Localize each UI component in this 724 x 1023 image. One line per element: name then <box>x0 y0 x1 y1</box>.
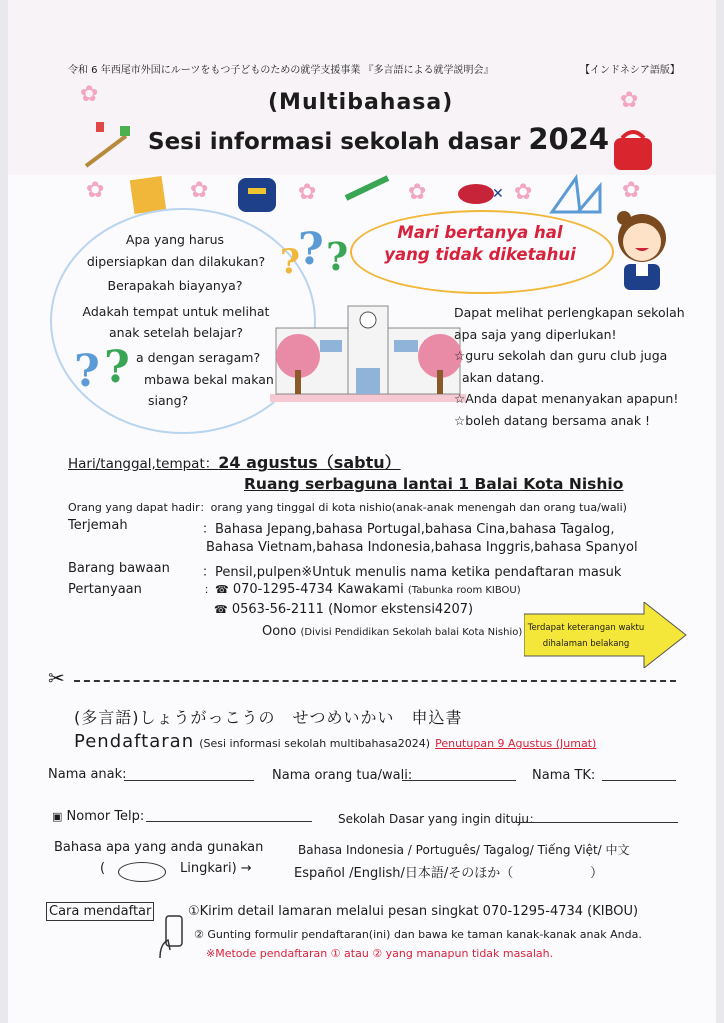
question-3b: anak setelah belajar? <box>109 325 243 340</box>
items-value: ：Pensil,pulpen※Untuk menulis nama ketika pendaftaran masuk <box>202 565 622 580</box>
question-4c: siang? <box>148 393 189 408</box>
speech-line-1: Mari bertanya hal <box>397 223 563 242</box>
blossom-icon: ✿ <box>620 88 639 113</box>
phone-field[interactable] <box>146 821 312 822</box>
benefit-item: Dapat melihat perlengkapan sekolah <box>454 305 685 320</box>
question-1: Apa yang harus <box>125 232 225 247</box>
project-line: 令和 6 年西尾市外国にルーツをもつ子どものための就学支援事業 『多言語による就学説明会』 <box>68 65 494 76</box>
question-2: Berapakah biayanya? <box>107 278 243 293</box>
question-4b: mbawa bekal makan <box>144 372 274 387</box>
language-options-2[interactable]: Español /English/日本語/そのほか（ <box>294 866 514 881</box>
smartphone-hand-icon <box>156 914 190 960</box>
scissors-icon: ✂ <box>48 666 65 690</box>
school-choice-label: Sekolah Dasar yang ingin dituju： <box>338 812 541 826</box>
benefit-item: ☆guru sekolah dan guru club juga <box>454 348 668 363</box>
school-choice-field[interactable] <box>516 822 678 823</box>
paintbrush-icon <box>80 122 140 172</box>
speech-line-2: yang tidak diketahui <box>384 245 576 264</box>
how-note: ※Metode pendaftaran ① atau ② yang manapun tidak masalah. <box>206 947 554 960</box>
phone-2: 0563-56-2111 (Nomor ekstensi4207) <box>231 602 474 617</box>
phone-icon: ：☎ <box>204 583 229 596</box>
attendee-value: orang yang tinggal di kota nishio(anak-anak menengah dan orang tua/wali) <box>210 501 627 514</box>
phone-row-2 <box>214 602 473 617</box>
language-paren-close: ） <box>590 866 604 881</box>
parent-name-field[interactable] <box>402 780 516 781</box>
svg-text:✕: ✕ <box>492 186 504 202</box>
ruler-set-icon <box>548 172 604 216</box>
question-1b: dipersiapkan dan dilakukan? <box>86 254 266 269</box>
contact-2-note: (Divisi Pendidikan Sekolah balai Kota Nishio) <box>300 627 523 638</box>
phone-1: 070-1295-4734 Kawakami <box>232 582 404 597</box>
teacher-avatar <box>608 206 674 290</box>
question-mark-icon: ? <box>326 234 349 279</box>
question-mark-icon: ? <box>298 224 324 275</box>
back-page-note: Terdapat keterangan waktu dihalaman belakang <box>527 623 645 649</box>
child-name-field[interactable] <box>124 780 254 781</box>
form-subtitle: (Sesi informasi sekolah multibahasa2024) <box>199 737 431 750</box>
form-title-row <box>74 731 596 752</box>
phone-icon: ☎ <box>214 603 228 616</box>
title-line2 <box>148 122 609 156</box>
question-4a: a dengan seragam? <box>136 350 261 365</box>
form-title: Pendaftaran <box>74 731 195 752</box>
benefit-item: akan datang. <box>454 369 545 385</box>
phone-1-note: (Tabunka room KIBOU) <box>407 585 521 596</box>
flyer-page <box>8 0 716 1023</box>
question-3a: Adakah tempat untuk melihat <box>82 304 270 319</box>
phone-field-row <box>52 809 144 824</box>
benefit-item: ☆boleh datang bersama anak ! <box>454 412 651 428</box>
question-mark-icon: ? <box>74 346 100 397</box>
contact-2 <box>262 624 522 639</box>
school-building-illustration <box>270 298 466 402</box>
benefits-list <box>454 302 685 431</box>
phone-row-1 <box>204 581 521 597</box>
phone-label: Nomor Telp: <box>66 809 145 824</box>
backpack-icon <box>232 172 282 216</box>
title-line1: (Multibahasa) <box>268 90 454 115</box>
kindergarten-field[interactable] <box>602 780 676 781</box>
blossom-icon: ✿ <box>298 180 317 205</box>
blossom-icon: ✿ <box>408 180 427 205</box>
contact-2-name: Oono <box>262 624 297 639</box>
how-step-1: ①Kirim detail lamaran melalui pesan singkat 070-1295-4734 (KIBOU) <box>188 904 639 919</box>
date-value: 24 agustus（sabtu） <box>218 453 401 472</box>
date-label: Hari/tanggal,tempat： <box>68 456 219 472</box>
attendee-row <box>68 499 627 515</box>
title-year: 2024 <box>528 122 610 156</box>
cut-line <box>74 680 676 682</box>
title-main: Sesi informasi sekolah dasar <box>148 129 521 155</box>
language-paren-open: ( <box>100 861 106 876</box>
attendee-label: Orang yang dapat hadir： <box>68 501 211 514</box>
blossom-icon: ✿ <box>514 180 533 205</box>
translation-value-1: ：Bahasa Jepang,bahasa Portugal,bahasa Cina,bahasa Tagalog, <box>202 522 615 537</box>
blossom-icon: ✿ <box>622 178 641 203</box>
language-options-1: Bahasa Indonesia / Português/ Tagalog/ Tiếng Việt/ 中文 <box>298 843 630 857</box>
child-name-label: Nama anak: <box>48 767 127 782</box>
hat-icon <box>454 178 504 208</box>
question-mark-icon: ? <box>104 342 130 393</box>
parent-name-label: Nama orang tua/wali: <box>272 768 413 783</box>
items-label: Barang bawaan <box>68 561 170 576</box>
form-deadline: Penutupan 9 Agustus (Jumat) <box>435 737 597 750</box>
how-step-2: ② Gunting formulir pendaftaran(ini) dan bawa ke taman kanak-kanak anak Anda. <box>194 928 642 941</box>
blossom-icon: ✿ <box>86 178 105 203</box>
mobile-phone-icon: ▣ <box>52 810 63 823</box>
school-bag-icon <box>608 128 658 172</box>
benefit-item: ☆Anda dapat menanyakan apapun! <box>454 391 679 406</box>
date-row <box>68 450 401 473</box>
language-circle-instruction: Lingkari) → <box>180 861 252 876</box>
translation-label: Terjemah <box>68 518 128 533</box>
pencil-icon <box>342 174 392 202</box>
venue: Ruang serbaguna lantai 1 Balai Kota Nishio <box>244 475 624 493</box>
edition-label: 【インドネシア語版】 <box>580 65 680 76</box>
translation-value-2: Bahasa Vietnam,bahasa Indonesia,bahasa Inggris,bahasa Spanyol <box>206 540 638 555</box>
how-to-register-label: Cara mendaftar <box>46 902 154 921</box>
blossom-icon: ✿ <box>80 82 99 107</box>
language-question: Bahasa apa yang anda gunakan <box>54 840 264 855</box>
circle-example-icon <box>118 862 166 882</box>
kindergarten-label: Nama TK: <box>532 768 596 783</box>
question-mark-icon: ? <box>280 242 300 282</box>
form-jp-title: (多言語)しょうがっこうの せつめいかい 申込書 <box>74 708 463 727</box>
blossom-icon: ✿ <box>190 178 209 203</box>
questions-label: Pertanyaan <box>68 582 142 597</box>
benefit-item: apa saja yang diperlukan! <box>454 326 617 342</box>
